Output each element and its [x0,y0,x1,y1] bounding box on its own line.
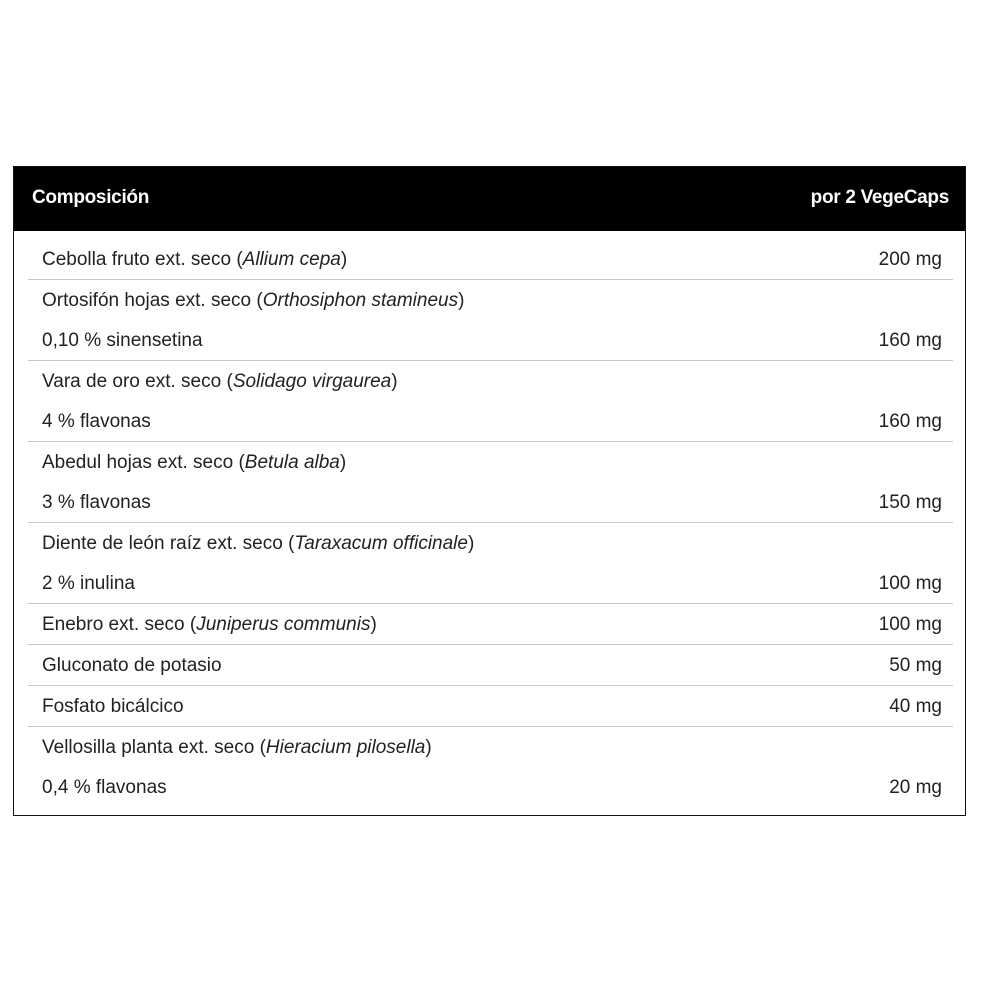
header-per-serving: por 2 VegeCaps [810,187,949,208]
ingredient-common-name: Fosfato bicálcico [42,696,184,717]
ingredient-common-name: Cebolla fruto ext. seco [42,249,232,270]
table-row [28,523,953,604]
table-row [28,604,953,645]
ingredient-common-name: Diente de león raíz ext. seco [42,533,283,554]
ingredient-amount: 20 mg [889,777,942,798]
ingredient-name: Vara de oro ext. seco (Solidago virgaurea) [42,371,398,392]
ingredient-amount: 160 mg [878,411,942,432]
ingredient-latin-name: Hieracium pilosella [265,737,426,758]
ingredient-name: Ortosifón hojas ext. seco (Orthosiphon stamineus) [42,290,465,311]
table-row [28,645,953,686]
ingredient-name [42,696,184,718]
table-row [28,239,953,280]
ingredient-amount: 50 mg [889,655,942,676]
ingredient-common-name: Enebro ext. seco [42,614,185,635]
table-row [28,686,953,727]
ingredient-common-name: Vellosilla planta ext. seco [42,737,255,758]
ingredient-latin-name: Solidago virgaurea [232,371,392,392]
ingredient-latin-name: Allium cepa [242,249,341,270]
table-header [14,167,965,231]
ingredient-name: Abedul hojas ext. seco (Betula alba) [42,452,347,473]
ingredient-amount: 100 mg [878,573,942,594]
ingredient-name: Enebro ext. seco (Juniperus communis) [42,614,377,635]
ingredient-latin-name: Betula alba [244,452,340,473]
ingredient-amount: 200 mg [878,249,942,270]
composition-table [13,166,966,816]
ingredient-common-name: Ortosifón hojas ext. seco [42,290,252,311]
table-row [28,442,953,523]
ingredient-amount: 160 mg [878,330,942,351]
ingredient-name: Vellosilla planta ext. seco (Hieracium pilosella) [42,737,432,758]
ingredient-name: Diente de león raíz ext. seco (Taraxacum officinale) [42,533,475,554]
ingredient-name: Cebolla fruto ext. seco (Allium cepa) [42,249,348,270]
ingredient-standardization: 4 % flavonas [42,411,151,432]
ingredient-common-name: Gluconato de potasio [42,655,222,676]
ingredient-latin-name: Orthosiphon stamineus [262,290,459,311]
ingredient-latin-name: Taraxacum officinale [294,533,468,554]
ingredient-common-name: Vara de oro ext. seco [42,371,222,392]
table-row [28,727,953,808]
ingredient-amount: 100 mg [878,614,942,635]
table-rows [28,239,953,808]
ingredient-latin-name: Juniperus communis [196,614,371,635]
ingredient-standardization: 0,10 % sinensetina [42,330,203,351]
table-row [28,280,953,361]
ingredient-standardization: 3 % flavonas [42,492,151,513]
ingredient-standardization: 2 % inulina [42,573,135,594]
ingredient-standardization: 0,4 % flavonas [42,777,167,798]
ingredient-amount: 150 mg [878,492,942,513]
ingredient-amount: 40 mg [889,696,942,717]
ingredient-name [42,655,222,677]
ingredient-common-name: Abedul hojas ext. seco [42,452,234,473]
header-composition: Composición [32,187,150,208]
table-row [28,361,953,442]
